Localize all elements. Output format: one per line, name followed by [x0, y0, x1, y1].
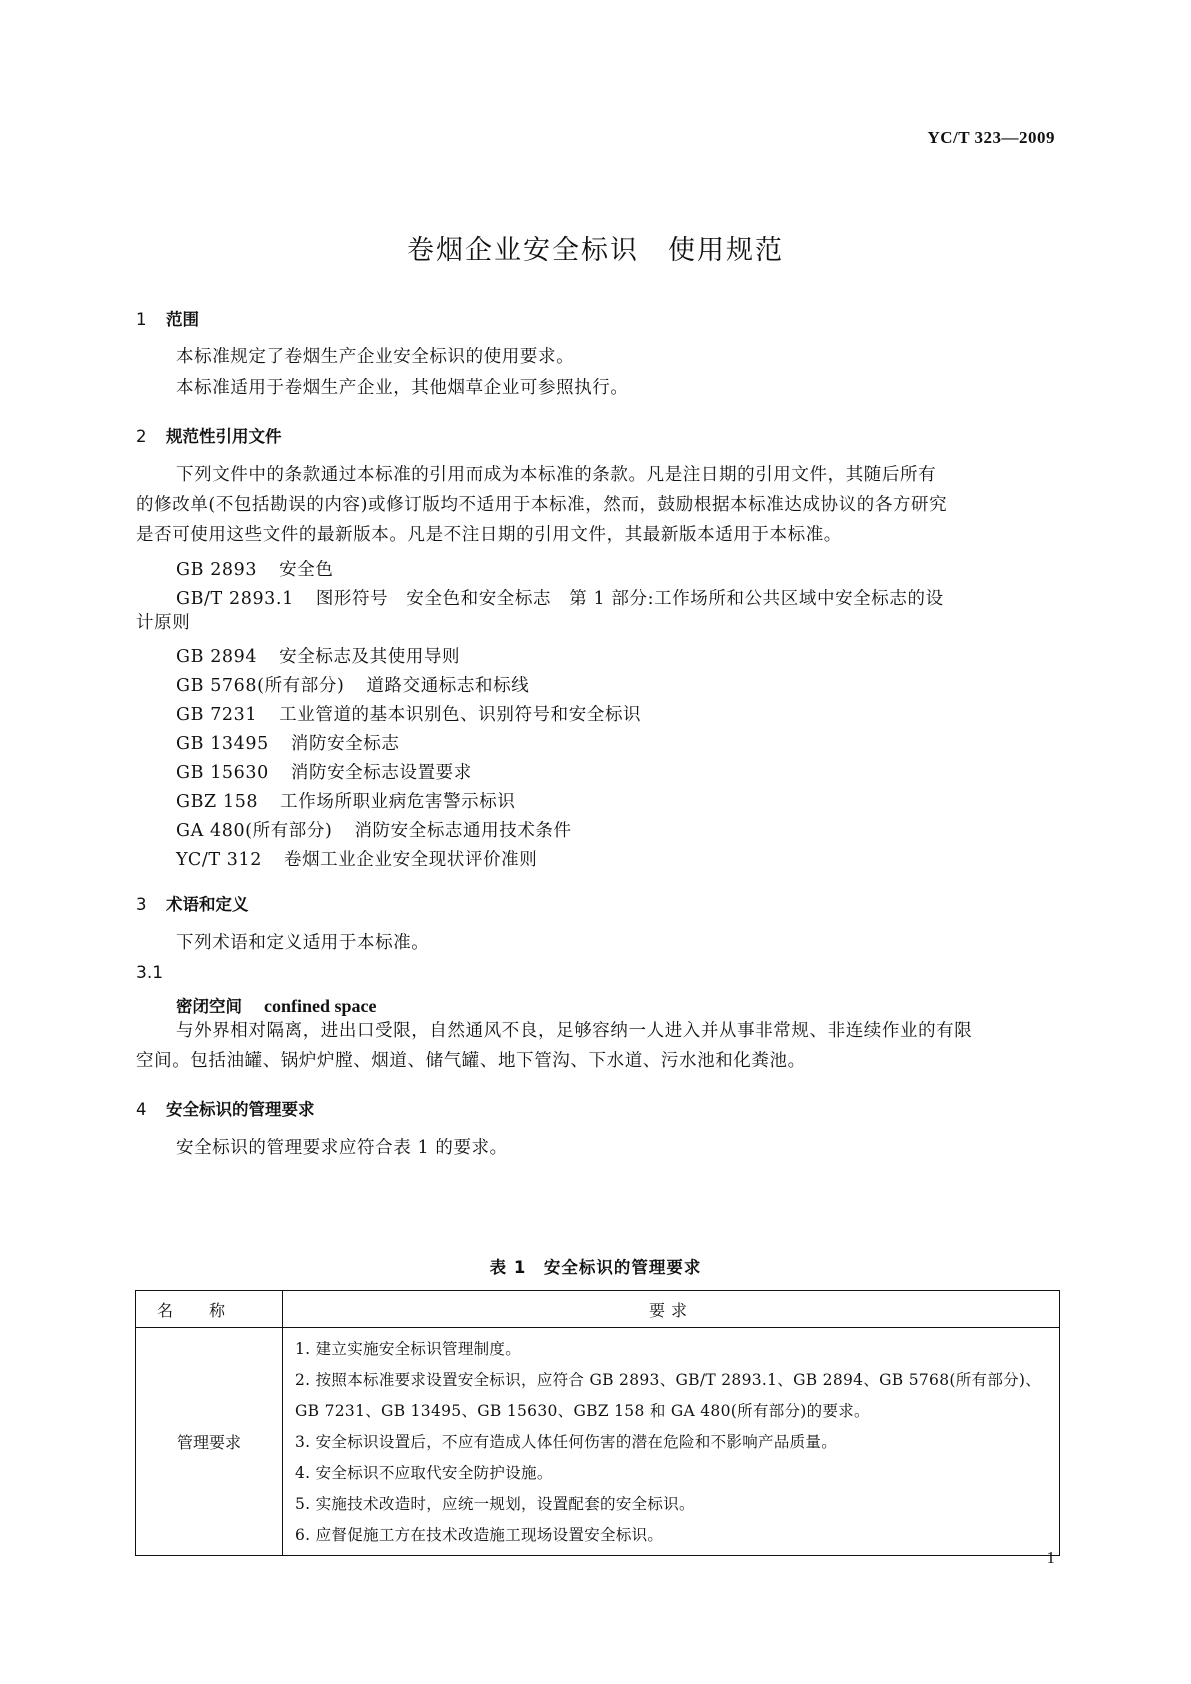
column-header-name: 名称 [136, 1291, 283, 1328]
term-chinese: 密闭空间 [176, 997, 242, 1016]
reference-item [176, 585, 944, 610]
reference-title: 消防安全标志通用技术条件 [354, 821, 572, 841]
reference-title: 工业管道的基本识别色、识别符号和安全标识 [279, 705, 642, 725]
table-row [136, 1328, 1060, 1556]
section-number: 3 [136, 895, 147, 914]
section-number: 1 [136, 310, 147, 329]
reference-code: GB/T 2893.1 [176, 589, 294, 609]
section-4-heading [136, 1096, 315, 1120]
reference-code: YC/T 312 [176, 850, 262, 870]
section-title: 规范性引用文件 [166, 427, 282, 446]
term-heading [176, 993, 377, 1017]
column-header-requirement: 要求 [283, 1291, 1060, 1328]
section-title: 安全标识的管理要求 [166, 1100, 315, 1119]
section-title: 术语和定义 [166, 895, 249, 914]
table-header-row [136, 1291, 1060, 1328]
reference-title: 图形符号 安全色和安全标志 第 1 部分:工作场所和公共区域中安全标志的设 [315, 589, 944, 609]
reference-code: GB 15630 [176, 763, 269, 783]
paragraph: 本标准适用于卷烟生产企业，其他烟草企业可参照执行。 [176, 378, 629, 398]
section-title: 范围 [166, 310, 199, 329]
reference-title: 安全标志及其使用导则 [279, 647, 461, 667]
table-caption: 表 1 安全标识的管理要求 [489, 1258, 702, 1277]
requirement-items-cell [283, 1328, 1060, 1556]
page-number: 1 [1046, 1548, 1055, 1567]
paragraph: 下列文件中的条款通过本标准的引用而成为本标准的条款。凡是注日期的引用文件，其随后所有 [176, 465, 937, 485]
section-1-heading [136, 306, 199, 330]
reference-code: GB 5768(所有部分) [176, 676, 345, 696]
paragraph: 空间。包括油罐、锅炉炉膛、烟道、储气罐、地下管沟、下水道、污水池和化粪池。 [136, 1051, 806, 1071]
reference-item [176, 643, 460, 668]
reference-title: 道路交通标志和标线 [366, 676, 530, 696]
requirement-item: 5. 实施技术改造时，应统一规划，设置配套的安全标识。 [295, 1495, 695, 1513]
paragraph: 的修改单(不包括勘误的内容)或修订版均不适用于本标准，然而，鼓励根据本标准达成协议的各方研究 [136, 495, 948, 515]
paragraph: 与外界相对隔离，进出口受限，自然通风不良，足够容纳一人进入并从事非常规、非连续作业的有限 [176, 1021, 973, 1041]
section-2-heading [136, 423, 282, 447]
document-code: YC/T 323—2009 [927, 128, 1055, 147]
requirement-item: 3. 安全标识设置后，不应有造成人体任何伤害的潜在危险和不影响产品质量。 [295, 1433, 838, 1451]
reference-title: 工作场所职业病危害警示标识 [280, 792, 516, 812]
reference-item [176, 730, 399, 755]
reference-title: 消防安全标志设置要求 [290, 763, 472, 783]
term-english: confined space [264, 996, 377, 1016]
reference-code: GBZ 158 [176, 792, 259, 812]
reference-item [176, 846, 537, 871]
reference-code: GB 2893 [176, 560, 258, 580]
reference-item [176, 788, 515, 813]
reference-item [176, 759, 472, 784]
section-number: 2 [136, 427, 147, 446]
reference-item [176, 817, 572, 842]
reference-item [176, 672, 529, 697]
requirement-item: 4. 安全标识不应取代安全防护设施。 [295, 1464, 553, 1482]
requirements-table [135, 1290, 1060, 1556]
reference-code: GB 13495 [176, 734, 269, 754]
reference-continuation: 计原则 [136, 613, 191, 633]
reference-item [176, 556, 333, 581]
requirement-item: 2. 按照本标准要求设置安全标识，应符合 GB 2893、GB/T 2893.1、GB 2894、GB 5768(所有部分)、 [295, 1371, 1042, 1389]
requirement-item: 1. 建立实施安全标识管理制度。 [295, 1340, 522, 1358]
paragraph: 安全标识的管理要求应符合表 1 的要求。 [176, 1138, 508, 1158]
reference-title: 卷烟工业企业安全现状评价准则 [283, 850, 538, 870]
reference-item [176, 701, 641, 726]
section-number: 4 [136, 1100, 147, 1119]
requirement-item: 6. 应督促施工方在技术改造施工现场设置安全标识。 [295, 1526, 664, 1544]
reference-title: 安全色 [279, 560, 334, 580]
reference-code: GB 7231 [176, 705, 258, 725]
document-title: 卷烟企业安全标识 使用规范 [407, 235, 784, 266]
reference-code: GB 2894 [176, 647, 258, 667]
section-3-heading [136, 891, 249, 915]
paragraph: 下列术语和定义适用于本标准。 [176, 933, 430, 953]
reference-code: GA 480(所有部分) [176, 821, 333, 841]
row-name-cell: 管理要求 [136, 1328, 283, 1556]
paragraph: 是否可使用这些文件的最新版本。凡是不注日期的引用文件，其最新版本适用于本标准。 [136, 525, 842, 545]
term-number: 3.1 [136, 963, 164, 983]
paragraph: 本标准规定了卷烟生产企业安全标识的使用要求。 [176, 347, 575, 367]
requirement-item: GB 7231、GB 13495、GB 15630、GBZ 158 和 GA 480(所有部分)的要求。 [295, 1402, 870, 1420]
reference-title: 消防安全标志 [290, 734, 400, 754]
